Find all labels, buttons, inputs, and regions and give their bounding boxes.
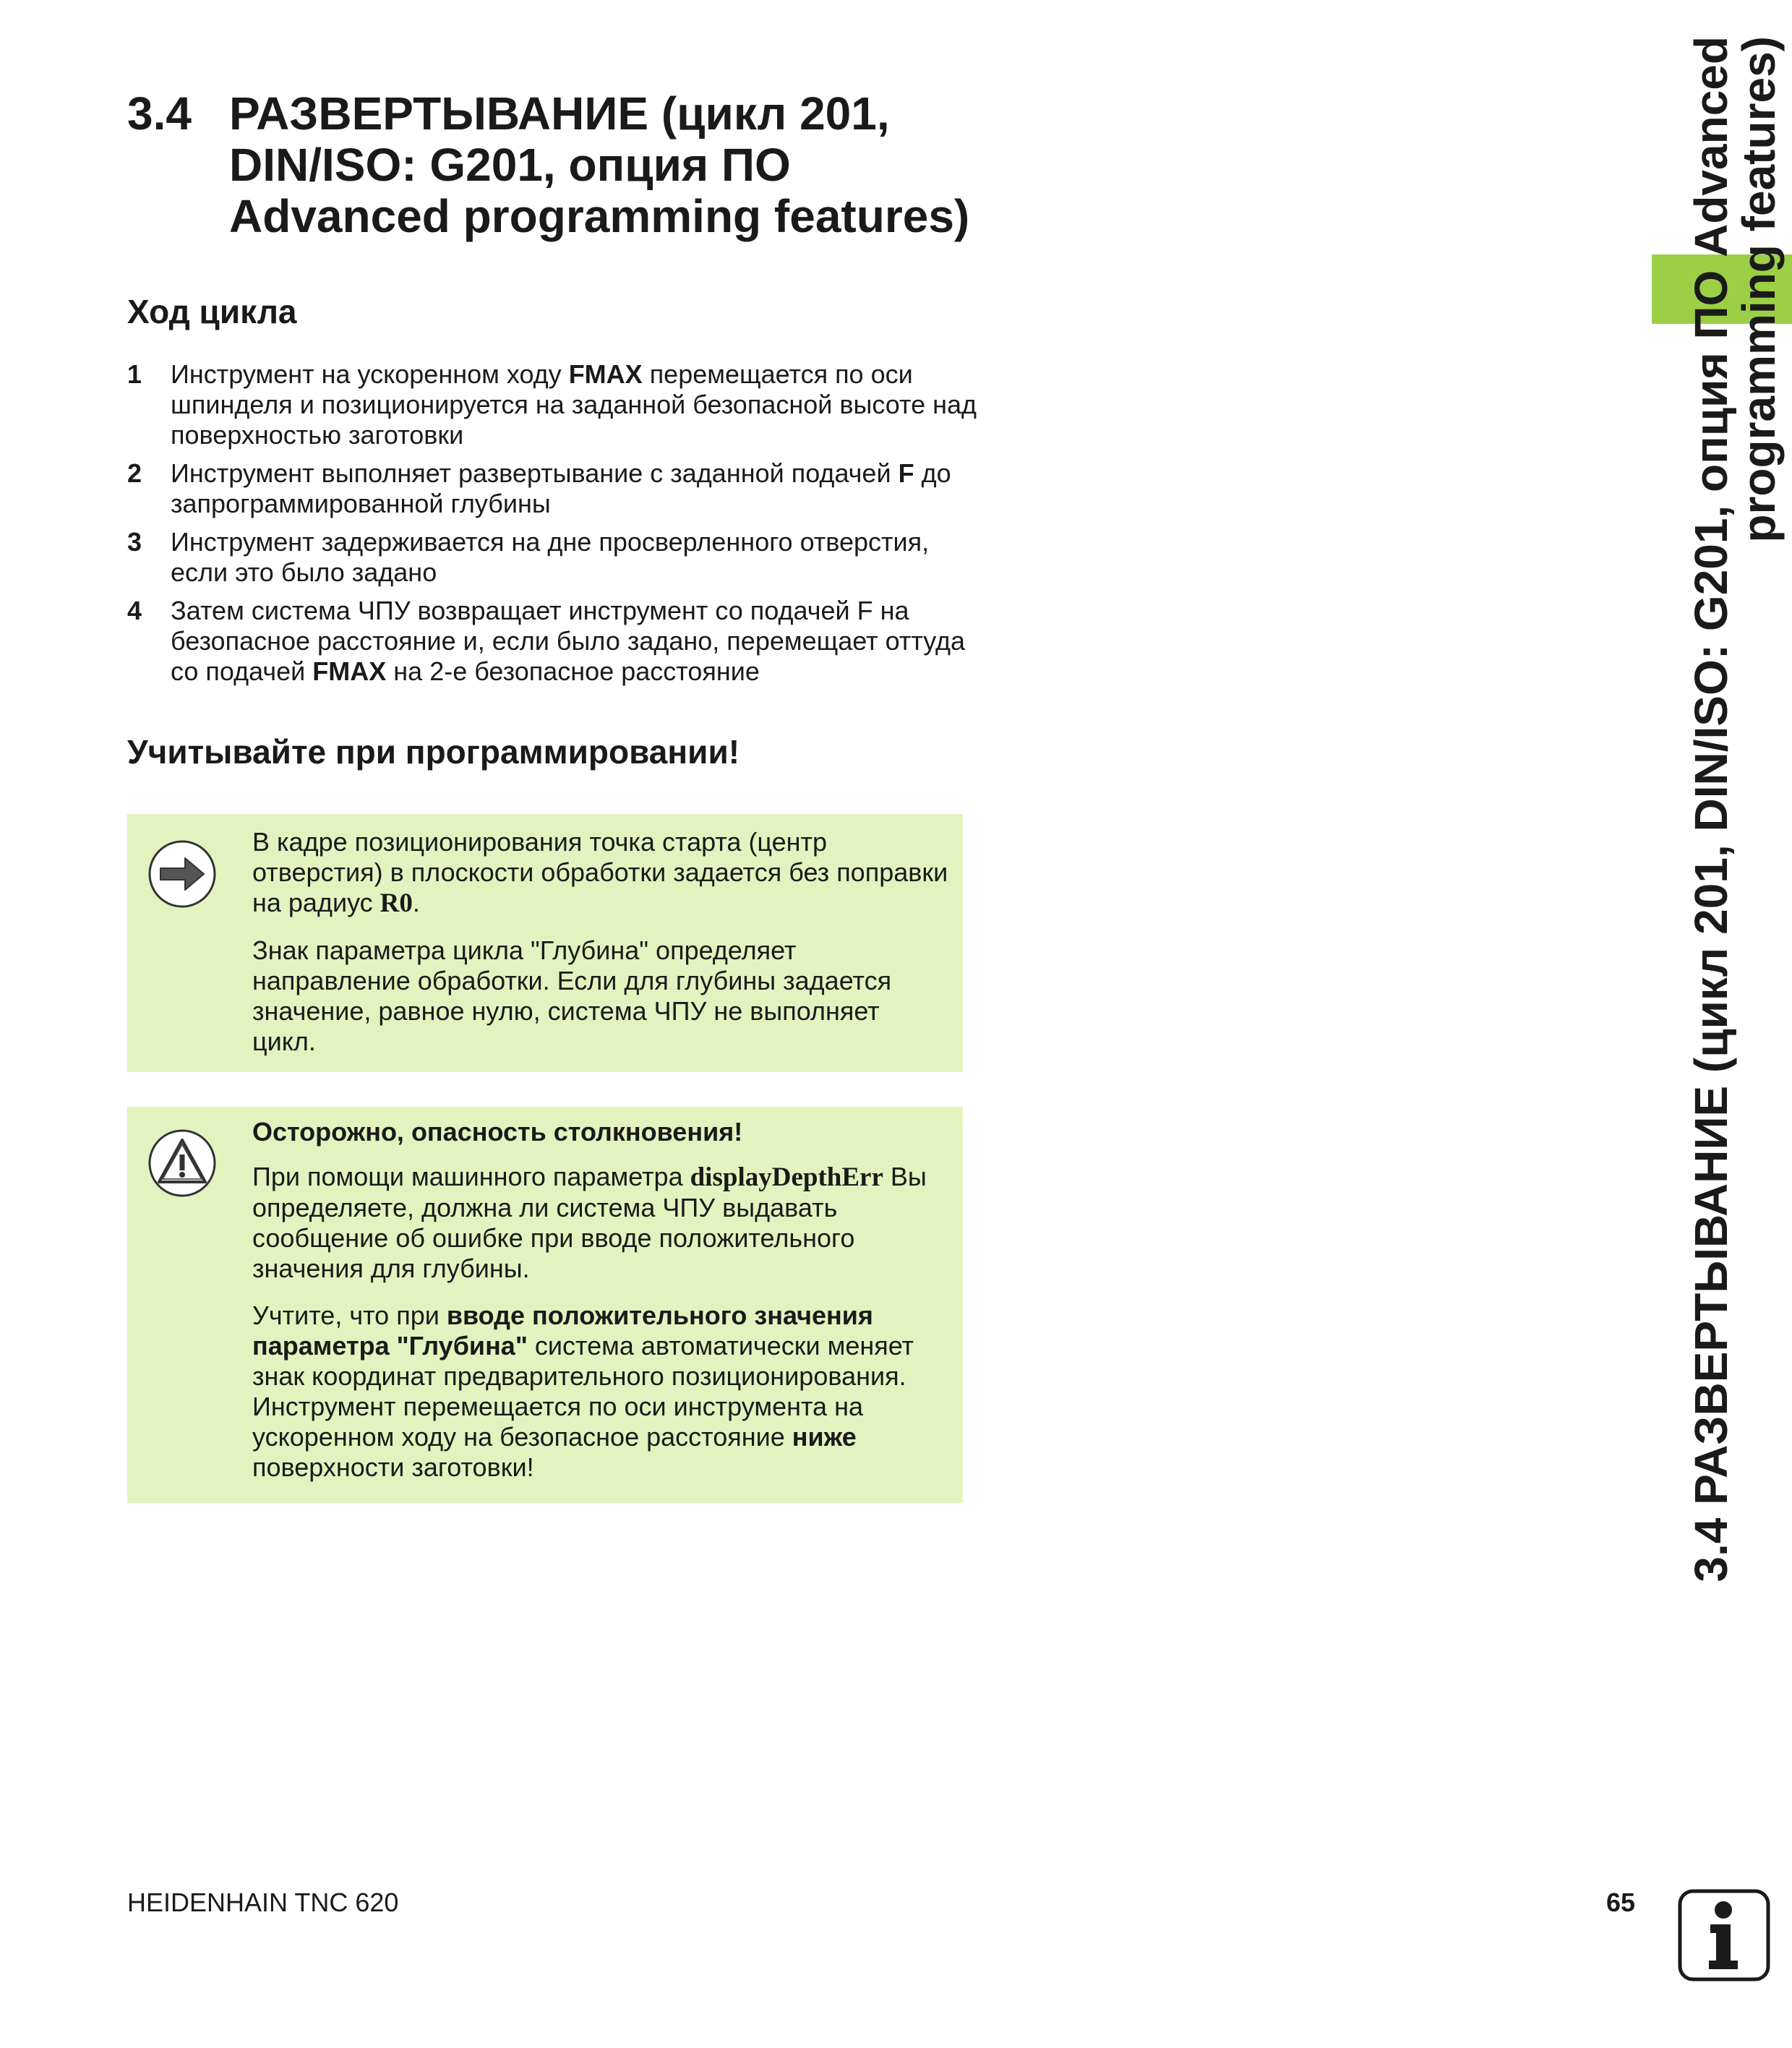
step-number: 2: [127, 458, 142, 488]
step-number: 3: [127, 527, 142, 557]
step-text: Инструмент выполняет развертывание с заданной подачей F до запрограммированной глубины: [171, 458, 951, 518]
title-text: [229, 88, 1097, 242]
info-note: [127, 814, 963, 1072]
note-paragraph: Знак параметра цикла "Глубина" определяет направление обработки. Если для глубины задается значение, равное нулю, система ЧПУ не выполняет цикл.: [252, 935, 892, 1056]
warning-icon: [147, 1128, 217, 1198]
page-number: 65: [1606, 1888, 1636, 1917]
step-text: Инструмент задерживается на дне просверленного отверстия, если это было задано: [171, 527, 930, 587]
programming-heading: Учитывайте при программировании!: [127, 733, 740, 771]
step-number: 4: [127, 596, 142, 625]
step-number: 1: [127, 359, 142, 389]
side-running-title: [1687, 36, 1783, 1699]
list-item: [127, 458, 980, 519]
list-item: [127, 527, 980, 588]
cycle-steps-list: [127, 359, 980, 695]
note-paragraph: При помощи машинного параметра displayDepthErr Вы определяете, должна ли система ЧПУ выдавать сообщение об ошибке при вводе положительного значения для глубины.: [252, 1162, 927, 1283]
list-item: [127, 359, 980, 450]
cycle-heading: Ход цикла: [127, 293, 297, 330]
step-text: Инструмент на ускоренном ходу FMAX перемещается по оси шпинделя и позиционируется на заданной безопасной высоте над поверхностью заготовки: [171, 359, 977, 450]
note-paragraph: В кадре позиционирования точка старта (центр отверстия) в плоскости обработки задается без поправки на радиус R0.: [252, 827, 948, 918]
step-text: Затем система ЧПУ возвращает инструмент со подачей F на безопасное расстояние и, если было задано, перемещает оттуда со подачей FMAX на 2-е безопасное расстояние: [171, 596, 966, 686]
warning-note: [127, 1107, 963, 1503]
arrow-right-icon: [147, 839, 217, 909]
title-line: Advanced programming features): [229, 190, 970, 242]
side-title-line: 3.4 РАЗВЕРТЫВАНИЕ (цикл 201, DIN/ISO: G201, опция ПО Advanced: [1685, 36, 1737, 1582]
note-body: [252, 827, 948, 1074]
section-number: 3.4: [127, 87, 192, 140]
note-body: [252, 1117, 948, 1499]
list-item: [127, 596, 980, 687]
note-paragraph: Учтите, что при вводе положительного значения параметра "Глубина" система автоматически меняет знак координат предварительного позиционирования. Инструмент перемещается по оси инструмента на ускоренном ходу на безопасное расстояние ниже поверхности заготовки!: [252, 1301, 914, 1482]
footer-product-name: HEIDENHAIN TNC 620: [127, 1888, 399, 1917]
title-line: РАЗВЕРТЫВАНИЕ (цикл 201,: [229, 87, 890, 140]
side-title-line: programming features): [1733, 36, 1785, 543]
info-icon: [1677, 1888, 1771, 1982]
warning-heading: Осторожно, опасность столкновения!: [252, 1117, 743, 1147]
title-line: DIN/ISO: G201, опция ПО: [229, 139, 791, 191]
